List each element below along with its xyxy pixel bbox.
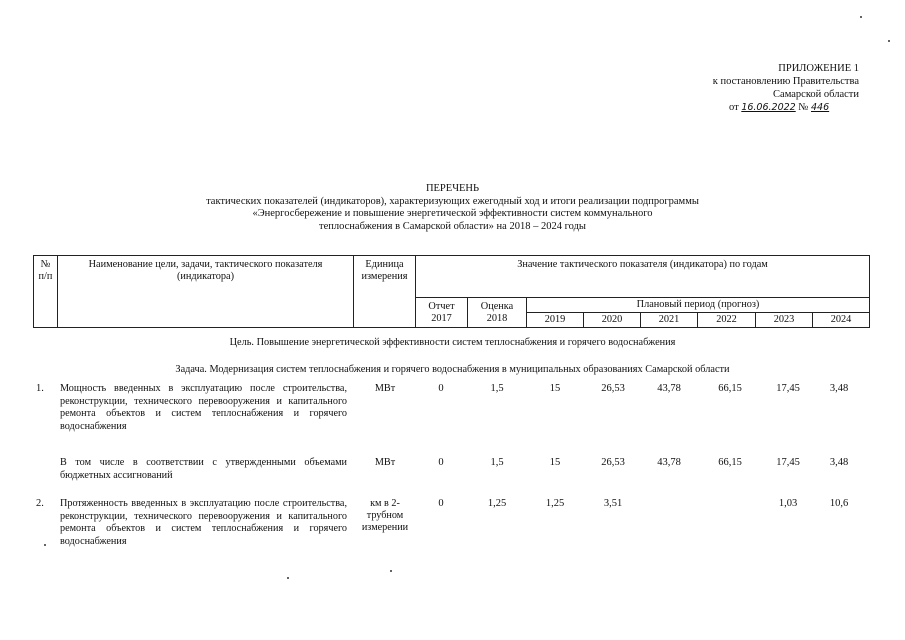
header-report bbox=[416, 298, 468, 328]
header-estimate bbox=[468, 298, 527, 328]
header-estimate-year: 2018 bbox=[486, 313, 508, 324]
row-value: 15 bbox=[549, 457, 561, 468]
row-value: 0 bbox=[438, 383, 444, 394]
row-value: 3,48 bbox=[829, 457, 849, 468]
header-year: 2019 bbox=[527, 313, 584, 328]
row-value: 43,78 bbox=[657, 383, 681, 394]
row-value: 43,78 bbox=[657, 457, 681, 468]
header-unit: Единица измерения bbox=[354, 256, 416, 328]
task-line: Задача. Модернизация систем теплоснабжения и горячего водоснабжения в муниципальных образованиях Самарской области bbox=[175, 364, 730, 375]
header-estimate-label: Оценка bbox=[480, 301, 514, 312]
row-value: 0 bbox=[438, 457, 444, 468]
appendix-block bbox=[713, 62, 859, 114]
header-year: 2024 bbox=[813, 313, 870, 328]
row-unit: МВт bbox=[374, 457, 396, 468]
row-number: 1. bbox=[36, 383, 44, 394]
row-value: 3,48 bbox=[829, 383, 849, 394]
scan-speck bbox=[44, 544, 46, 546]
row-value: 3,51 bbox=[603, 498, 623, 509]
appendix-region: Самарской области bbox=[773, 89, 859, 100]
header-report-year: 2017 bbox=[431, 313, 452, 324]
header-no: № п/п bbox=[34, 256, 58, 328]
row-value: 1,03 bbox=[778, 498, 798, 509]
row-value: 0 bbox=[438, 498, 444, 509]
scan-speck bbox=[287, 577, 289, 579]
header-report-label: Отчет bbox=[428, 301, 455, 312]
row-description: Протяженность введенных в эксплуатацию после строительства, реконструкции, технического перевооружения и капитального ремонта объектов и систем теплоснабжения и горячего водоснабжения bbox=[60, 498, 347, 547]
scan-speck bbox=[390, 570, 392, 572]
row-unit: км в 2-трубном измерении bbox=[361, 498, 409, 533]
header-year: 2022 bbox=[698, 313, 756, 328]
row-value: 1,25 bbox=[545, 498, 565, 509]
row-value: 66,15 bbox=[718, 383, 742, 394]
row-description: Мощность введенных в эксплуатацию после строительства, реконструкции, технического перевооружения и капитального ремонта объектов и систем теплоснабжения и горячего водоснабжения bbox=[60, 383, 347, 432]
handwritten-date: 16.06.2022 bbox=[741, 102, 796, 113]
header-year: 2023 bbox=[756, 313, 813, 328]
row-value: 1,5 bbox=[490, 457, 504, 468]
number-label: № bbox=[798, 102, 809, 113]
header-values: Значение тактического показателя (индикатора) по годам bbox=[416, 256, 870, 298]
row-value: 66,15 bbox=[718, 457, 742, 468]
row-value: 26,53 bbox=[601, 457, 625, 468]
title-line-2: «Энергосбережение и повышение энергетической эффективности систем коммунального bbox=[252, 208, 653, 219]
title-line-1: тактических показателей (индикаторов), характеризующих ежегодный ход и итоги реализации подпрограммы bbox=[206, 195, 699, 207]
row-value: 1,25 bbox=[487, 498, 507, 509]
document-title bbox=[0, 183, 905, 233]
header-planned: Плановый период (прогноз) bbox=[527, 298, 870, 313]
handwritten-number: 446 bbox=[811, 102, 830, 113]
header-name: Наименование цели, задачи, тактического показателя (индикатора) bbox=[58, 256, 354, 328]
row-value: 17,45 bbox=[776, 383, 800, 394]
from-label: от bbox=[728, 102, 739, 113]
goal-line: Цель. Повышение энергетической эффективности систем теплоснабжения и горячего водоснабжения bbox=[229, 337, 676, 348]
appendix-date-line bbox=[713, 101, 859, 114]
scan-speck bbox=[888, 40, 890, 42]
row-value: 17,45 bbox=[776, 457, 800, 468]
title-line-3: теплоснабжения в Самарской области» на 2018 – 2024 годы bbox=[319, 220, 586, 232]
row-unit: МВт bbox=[374, 383, 396, 394]
scan-speck bbox=[860, 16, 862, 18]
row-number: 2. bbox=[36, 498, 44, 509]
indicator-table-header bbox=[33, 255, 870, 328]
row-value: 26,53 bbox=[601, 383, 625, 394]
header-year: 2020 bbox=[584, 313, 641, 328]
title-heading: ПЕРЕЧЕНЬ bbox=[425, 183, 480, 194]
row-value: 1,5 bbox=[490, 383, 504, 394]
header-year: 2021 bbox=[641, 313, 698, 328]
row-value: 15 bbox=[549, 383, 561, 394]
row-value: 10,6 bbox=[829, 498, 849, 509]
appendix-resolution: к постановлению Правительства bbox=[712, 76, 859, 87]
row-description: В том числе в соответствии с утвержденными объемами бюджетных ассигнований bbox=[60, 457, 347, 481]
appendix-title: ПРИЛОЖЕНИЕ 1 bbox=[778, 63, 859, 74]
